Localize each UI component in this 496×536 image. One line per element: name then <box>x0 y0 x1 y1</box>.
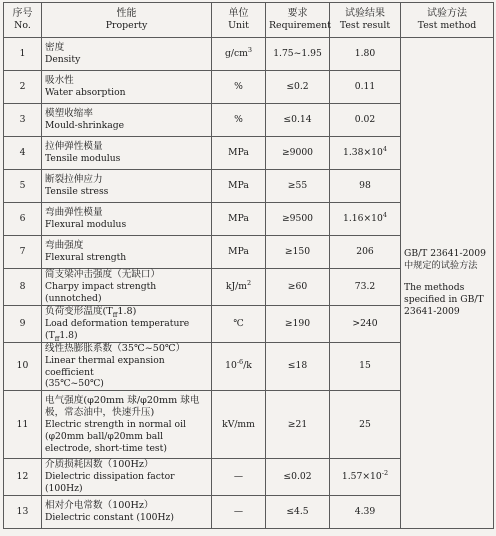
requirement-cell: ≥9500 <box>266 203 330 236</box>
row-number: 3 <box>4 104 42 137</box>
unit-cell: % <box>212 104 266 137</box>
header-test-method: 试验方法 Test method <box>401 3 494 38</box>
header-property: 性能 Property <box>42 3 212 38</box>
unit-cell: kV/mm <box>212 391 266 459</box>
row-number: 12 <box>4 459 42 496</box>
requirement-cell: ≥150 <box>266 236 330 269</box>
unit-cell: $10^{-6}/k$ <box>212 342 266 391</box>
row-number: 5 <box>4 170 42 203</box>
requirement-cell: ≤18 <box>266 342 330 391</box>
row-number: 2 <box>4 71 42 104</box>
property-cell: 拉伸弹性模量 Tensile modulus <box>42 137 212 170</box>
row-number: 9 <box>4 305 42 342</box>
requirement-cell: ≤0.14 <box>266 104 330 137</box>
properties-table <box>3 2 494 529</box>
unit-cell: — <box>212 459 266 496</box>
requirement-cell: ≥60 <box>266 269 330 306</box>
result-cell: 15 <box>330 342 401 391</box>
header-row <box>4 3 494 38</box>
row-number: 4 <box>4 137 42 170</box>
table-row <box>4 38 494 71</box>
requirement-cell: ≤4.5 <box>266 495 330 528</box>
property-cell: 负荷变形温度$(T_{ff}1.8)$ Load deformation temperature $(T_{ff}1.8)$ <box>42 305 212 342</box>
property-cell: 断裂拉伸应力 Tensile stress <box>42 170 212 203</box>
result-cell: $1.38\times 10^4$ <box>330 137 401 170</box>
property-cell: 介质损耗因数（100Hz） Dielectric dissipation factor (100Hz) <box>42 459 212 496</box>
requirement-cell: 1.75~1.95 <box>266 38 330 71</box>
unit-cell: — <box>212 495 266 528</box>
result-cell: 73.2 <box>330 269 401 306</box>
header-unit: 单位 Unit <box>212 3 266 38</box>
result-cell: 206 <box>330 236 401 269</box>
requirement-cell: ≥9000 <box>266 137 330 170</box>
unit-cell: $g/cm^3$ <box>212 38 266 71</box>
result-cell: 25 <box>330 391 401 459</box>
requirement-cell: ≥55 <box>266 170 330 203</box>
row-number: 7 <box>4 236 42 269</box>
row-number: 10 <box>4 342 42 391</box>
unit-cell: MPa <box>212 236 266 269</box>
row-number: 11 <box>4 391 42 459</box>
unit-cell: MPa <box>212 170 266 203</box>
property-cell: 简支梁冲击强度（无缺口） Charpy impact strength (unnotched) <box>42 269 212 306</box>
header-test-result: 试验结果 Test result <box>330 3 401 38</box>
requirement-cell: ≥190 <box>266 305 330 342</box>
property-cell: 电气强度(φ20mm 球/φ20mm 球电极，常态油中，快速升压) Electric strength in normal oil (φ20mm ball/φ20mm ball electrode, short-time test) <box>42 391 212 459</box>
header-no: 序号 No. <box>4 3 42 38</box>
requirement-cell: ≥21 <box>266 391 330 459</box>
property-cell: 弯曲弹性模量 Flexural modulus <box>42 203 212 236</box>
result-cell: >240 <box>330 305 401 342</box>
unit-cell: MPa <box>212 203 266 236</box>
result-cell: 0.11 <box>330 71 401 104</box>
property-cell: 模塑收缩率 Mould-shrinkage <box>42 104 212 137</box>
requirement-cell: ≤0.02 <box>266 459 330 496</box>
row-number: 6 <box>4 203 42 236</box>
result-cell: 1.80 <box>330 38 401 71</box>
result-cell: $1.16\times 10^4$ <box>330 203 401 236</box>
row-number: 8 <box>4 269 42 306</box>
result-cell: 98 <box>330 170 401 203</box>
unit-cell: MPa <box>212 137 266 170</box>
property-cell: 密度 Density <box>42 38 212 71</box>
row-number: 1 <box>4 38 42 71</box>
result-cell: $1.57\times 10^{-2}$ <box>330 459 401 496</box>
property-cell: 弯曲强度 Flexural strength <box>42 236 212 269</box>
unit-cell: % <box>212 71 266 104</box>
row-number: 13 <box>4 495 42 528</box>
result-cell: 0.02 <box>330 104 401 137</box>
unit-cell: $kJ/m^2$ <box>212 269 266 306</box>
requirement-cell: ≤0.2 <box>266 71 330 104</box>
result-cell: 4.39 <box>330 495 401 528</box>
header-requirement: 要求 Requirement <box>266 3 330 38</box>
test-method-cell: GB/T 23641-2009 中规定的试验方法 The methods specified in GB/T 23641-2009 <box>401 38 494 529</box>
property-cell: 相对介电常数（100Hz） Dielectric constant (100Hz) <box>42 495 212 528</box>
property-cell: 吸水性 Water absorption <box>42 71 212 104</box>
property-cell: 线性热膨胀系数（35℃~50℃） Linear thermal expansion coefficient (35℃~50℃) <box>42 342 212 391</box>
unit-cell: ℃ <box>212 305 266 342</box>
